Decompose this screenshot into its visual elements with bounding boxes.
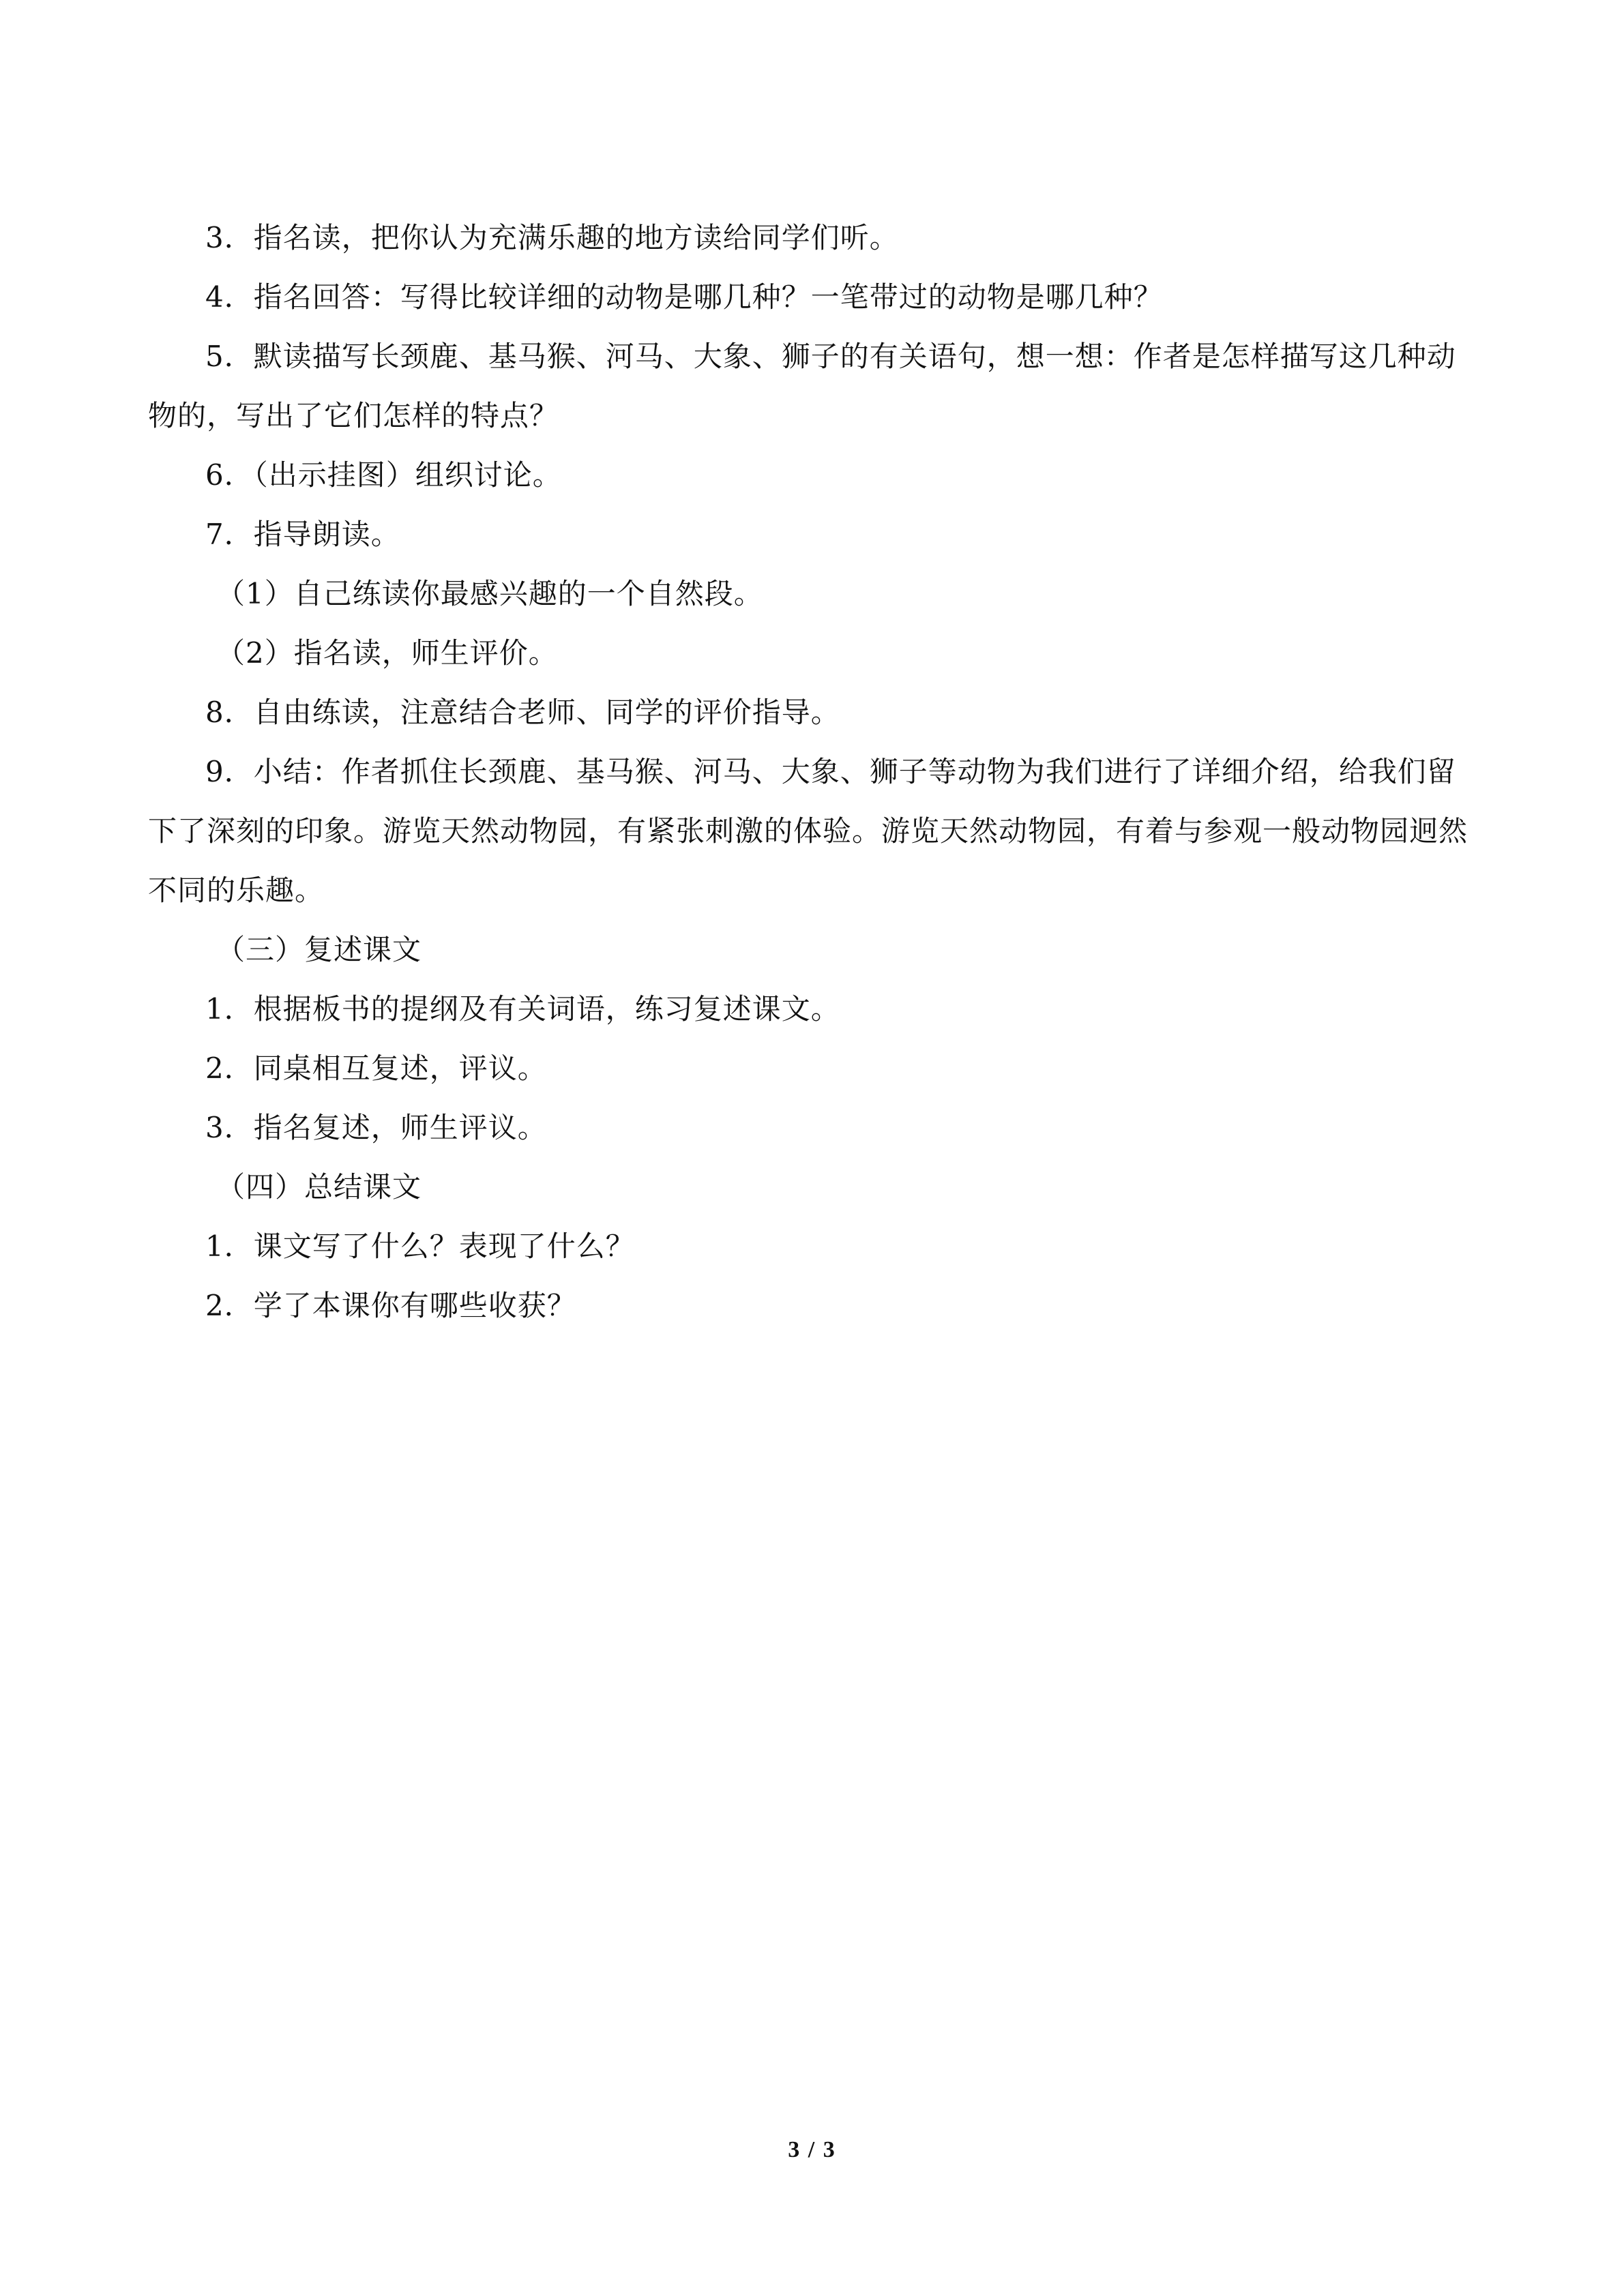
section-heading-summary: （四）总结课文 bbox=[216, 1170, 422, 1204]
paragraph-retell-item-2: 2．同桌相互复述，评议。 bbox=[205, 1052, 547, 1085]
section-heading-retell: （三）复述课文 bbox=[216, 933, 422, 966]
page-number: 3 / 3 bbox=[788, 2137, 836, 2162]
paragraph-summary-item-1: 1．课文写了什么？表现了什么？ bbox=[205, 1229, 635, 1263]
paragraph-item-7-guided-reading: 7．指导朗读。 bbox=[205, 518, 400, 551]
paragraph-item-6-discussion: 6．（出示挂图）组织讨论。 bbox=[205, 458, 562, 492]
paragraph-item-3-read-aloud: 3．指名读，把你认为充满乐趣的地方读给同学们听。 bbox=[205, 221, 899, 254]
paragraph-item-4-answer: 4．指名回答：写得比较详细的动物是哪几种？一笔带过的动物是哪几种？ bbox=[205, 280, 1163, 314]
paragraph-retell-item-1: 1．根据板书的提纲及有关词语，练习复述课文。 bbox=[205, 992, 840, 1026]
paragraph-summary-item-2: 2．学了本课你有哪些收获？ bbox=[205, 1289, 576, 1322]
document-body bbox=[148, 208, 1478, 1335]
paragraph-item-5-silent-reading: 5．默读描写长颈鹿、基马猴、河马、大象、狮子的有关语句，想一想：作者是怎样描写这几种动物的，写出了它们怎样的特点？ bbox=[148, 340, 1456, 432]
paragraph-retell-item-3: 3．指名复述，师生评议。 bbox=[205, 1111, 547, 1144]
paragraph-subitem-2: （2）指名读，师生评价。 bbox=[216, 636, 558, 670]
paragraph-subitem-1: （1）自己练读你最感兴趣的一个自然段。 bbox=[216, 577, 763, 610]
paragraph-item-8-free-reading: 8．自由练读，注意结合老师、同学的评价指导。 bbox=[205, 696, 840, 729]
paragraph-item-9-summary: 9．小结：作者抓住长颈鹿、基马猴、河马、大象、狮子等动物为我们进行了详细介绍，给我们留下了深刻的印象。游览天然动物园，有紧张刺激的体验。游览天然动物园，有着与参观一般动物园迥然不同的乐趣。 bbox=[148, 755, 1468, 907]
